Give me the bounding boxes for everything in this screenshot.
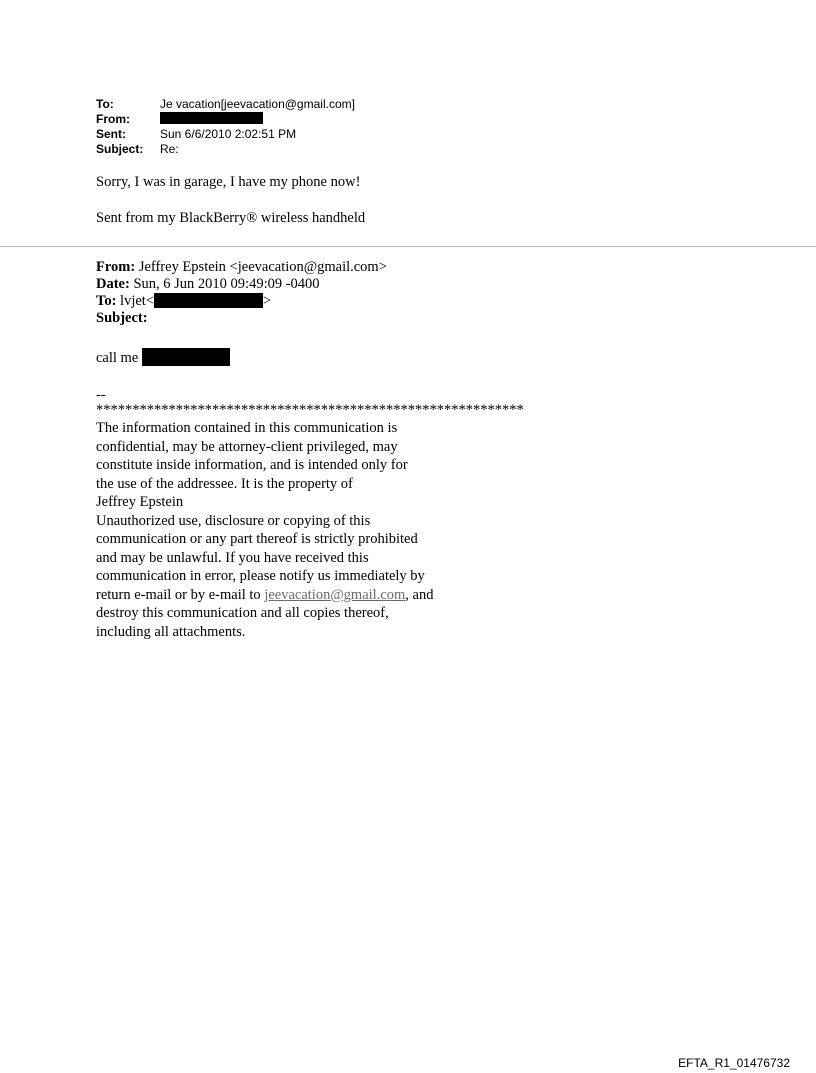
signature-dashes: -- <box>96 387 106 403</box>
original-date-label: Date: <box>96 276 130 292</box>
reply-subject-label: Subject: <box>96 142 144 156</box>
reply-sent-label: Sent: <box>96 127 126 141</box>
original-subject-label: Subject: <box>96 310 148 326</box>
reply-header <box>96 97 355 157</box>
reply-to-value: Je vacation[jeevacation@gmail.com] <box>160 97 355 111</box>
disclaimer-line: Unauthorized use, disclosure or copying of this <box>96 512 371 529</box>
disclaimer-line: Jeffrey Epstein <box>96 494 184 510</box>
original-to-suffix: > <box>263 293 272 309</box>
redaction-box <box>154 293 263 308</box>
original-date-value: Sun, 6 Jun 2010 09:49:09 -0400 <box>129 276 320 292</box>
reply-subject-row <box>96 142 355 157</box>
call-text: call me <box>96 350 142 366</box>
redaction-box <box>142 348 230 366</box>
disclaimer-line: the use of the addressee. It is the property of <box>96 475 353 492</box>
redaction-box <box>160 112 263 124</box>
disclaimer-line: confidential, may be attorney-client privileged, may <box>96 438 398 455</box>
disclaimer-line: destroy this communication and all copies thereof, <box>96 605 389 621</box>
reply-to-label: To: <box>96 97 114 111</box>
disclaimer-line: including all attachments. <box>96 623 246 640</box>
disclaimer-line: communication or any part thereof is strictly prohibited <box>96 531 418 547</box>
reply-sent-value: Sun 6/6/2010 2:02:51 PM <box>160 127 297 141</box>
document-id: EFTA_R1_01476732 <box>678 1056 790 1070</box>
message-divider <box>0 246 816 247</box>
reply-body-line: Sorry, I was in garage, I have my phone now! <box>96 174 361 190</box>
original-header <box>96 259 387 327</box>
original-body <box>96 349 230 367</box>
original-to-prefix: lvjet< <box>116 293 154 309</box>
original-subject-row <box>96 310 387 327</box>
email-link[interactable]: jeevacation@gmail.com <box>264 586 406 603</box>
disclaimer-line: communication in error, please notify us immediately by <box>96 568 425 584</box>
return-suffix: , and <box>405 586 434 603</box>
disclaimer-line: and may be unlawful. If you have received this <box>96 549 369 566</box>
original-from-row <box>96 259 387 276</box>
original-to-row <box>96 293 387 310</box>
disclaimer <box>96 389 524 641</box>
reply-sent-row <box>96 127 355 142</box>
reply-from-row <box>96 112 355 127</box>
signature-stars: *********************************************************** <box>96 402 524 418</box>
disclaimer-line: The information contained in this communication is <box>96 420 398 436</box>
reply-from-label: From: <box>96 112 130 126</box>
reply-to-row <box>96 97 355 112</box>
reply-subject-value: Re: <box>160 142 179 156</box>
disclaimer-line <box>96 586 524 605</box>
original-to-label: To: <box>96 293 117 309</box>
disclaimer-line: constitute inside information, and is intended only for <box>96 457 408 473</box>
original-from-value: Jeffrey Epstein <jeevacation@gmail.com> <box>135 259 387 275</box>
reply-body <box>96 173 365 227</box>
original-date-row <box>96 276 387 293</box>
original-from-label: From: <box>96 259 136 275</box>
return-prefix: return e-mail or by e-mail to <box>96 586 265 603</box>
reply-body-line: Sent from my BlackBerry® wireless handheld <box>96 210 366 226</box>
